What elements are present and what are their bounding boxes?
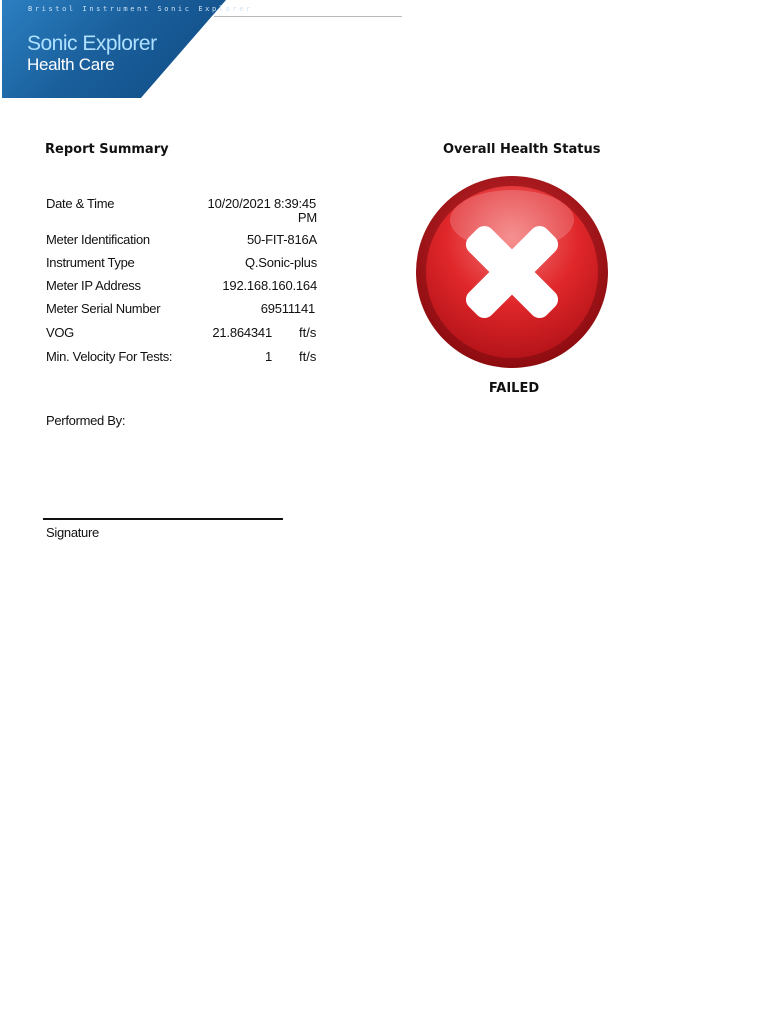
min-velocity-value: 1 <box>264 349 272 364</box>
health-status-text: FAILED <box>488 381 540 396</box>
signature-line <box>43 518 283 520</box>
signature-label: Signature <box>46 525 99 540</box>
failed-x-icon <box>414 172 610 372</box>
vog-unit: ft/s <box>299 325 317 340</box>
brand-title: Sonic Explorer <box>27 32 157 55</box>
health-status-heading: Overall Health Status <box>443 142 601 157</box>
meter-serial-label: Meter Serial Number <box>46 301 161 316</box>
meter-identification-value: 50-FIT-816A <box>246 232 317 247</box>
meter-ip-label: Meter IP Address <box>46 278 141 293</box>
date-time-value-line2: PM <box>297 210 317 225</box>
instrument-type-value: Q.Sonic-plus <box>244 255 317 270</box>
instrument-type-label: Instrument Type <box>46 255 135 270</box>
header-divider <box>214 16 402 17</box>
vog-label: VOG <box>46 325 74 340</box>
report-summary-heading: Report Summary <box>45 142 169 157</box>
meter-ip-value: 192.168.160.164 <box>222 278 317 293</box>
performed-by-label: Performed By: <box>46 413 126 428</box>
min-velocity-label: Min. Velocity For Tests: <box>46 349 173 364</box>
brand-tagline: Bristol Instrument Sonic Explorer <box>28 5 253 13</box>
brand-subtitle: Health Care <box>27 55 115 74</box>
meter-identification-label: Meter Identification <box>46 232 150 247</box>
min-velocity-unit: ft/s <box>299 349 317 364</box>
date-time-value: 10/20/2021 8:39:45 <box>207 196 316 211</box>
date-time-label: Date & Time <box>46 196 115 211</box>
vog-value: 21.864341 <box>212 325 272 340</box>
meter-serial-value: 69511141 <box>260 301 315 316</box>
